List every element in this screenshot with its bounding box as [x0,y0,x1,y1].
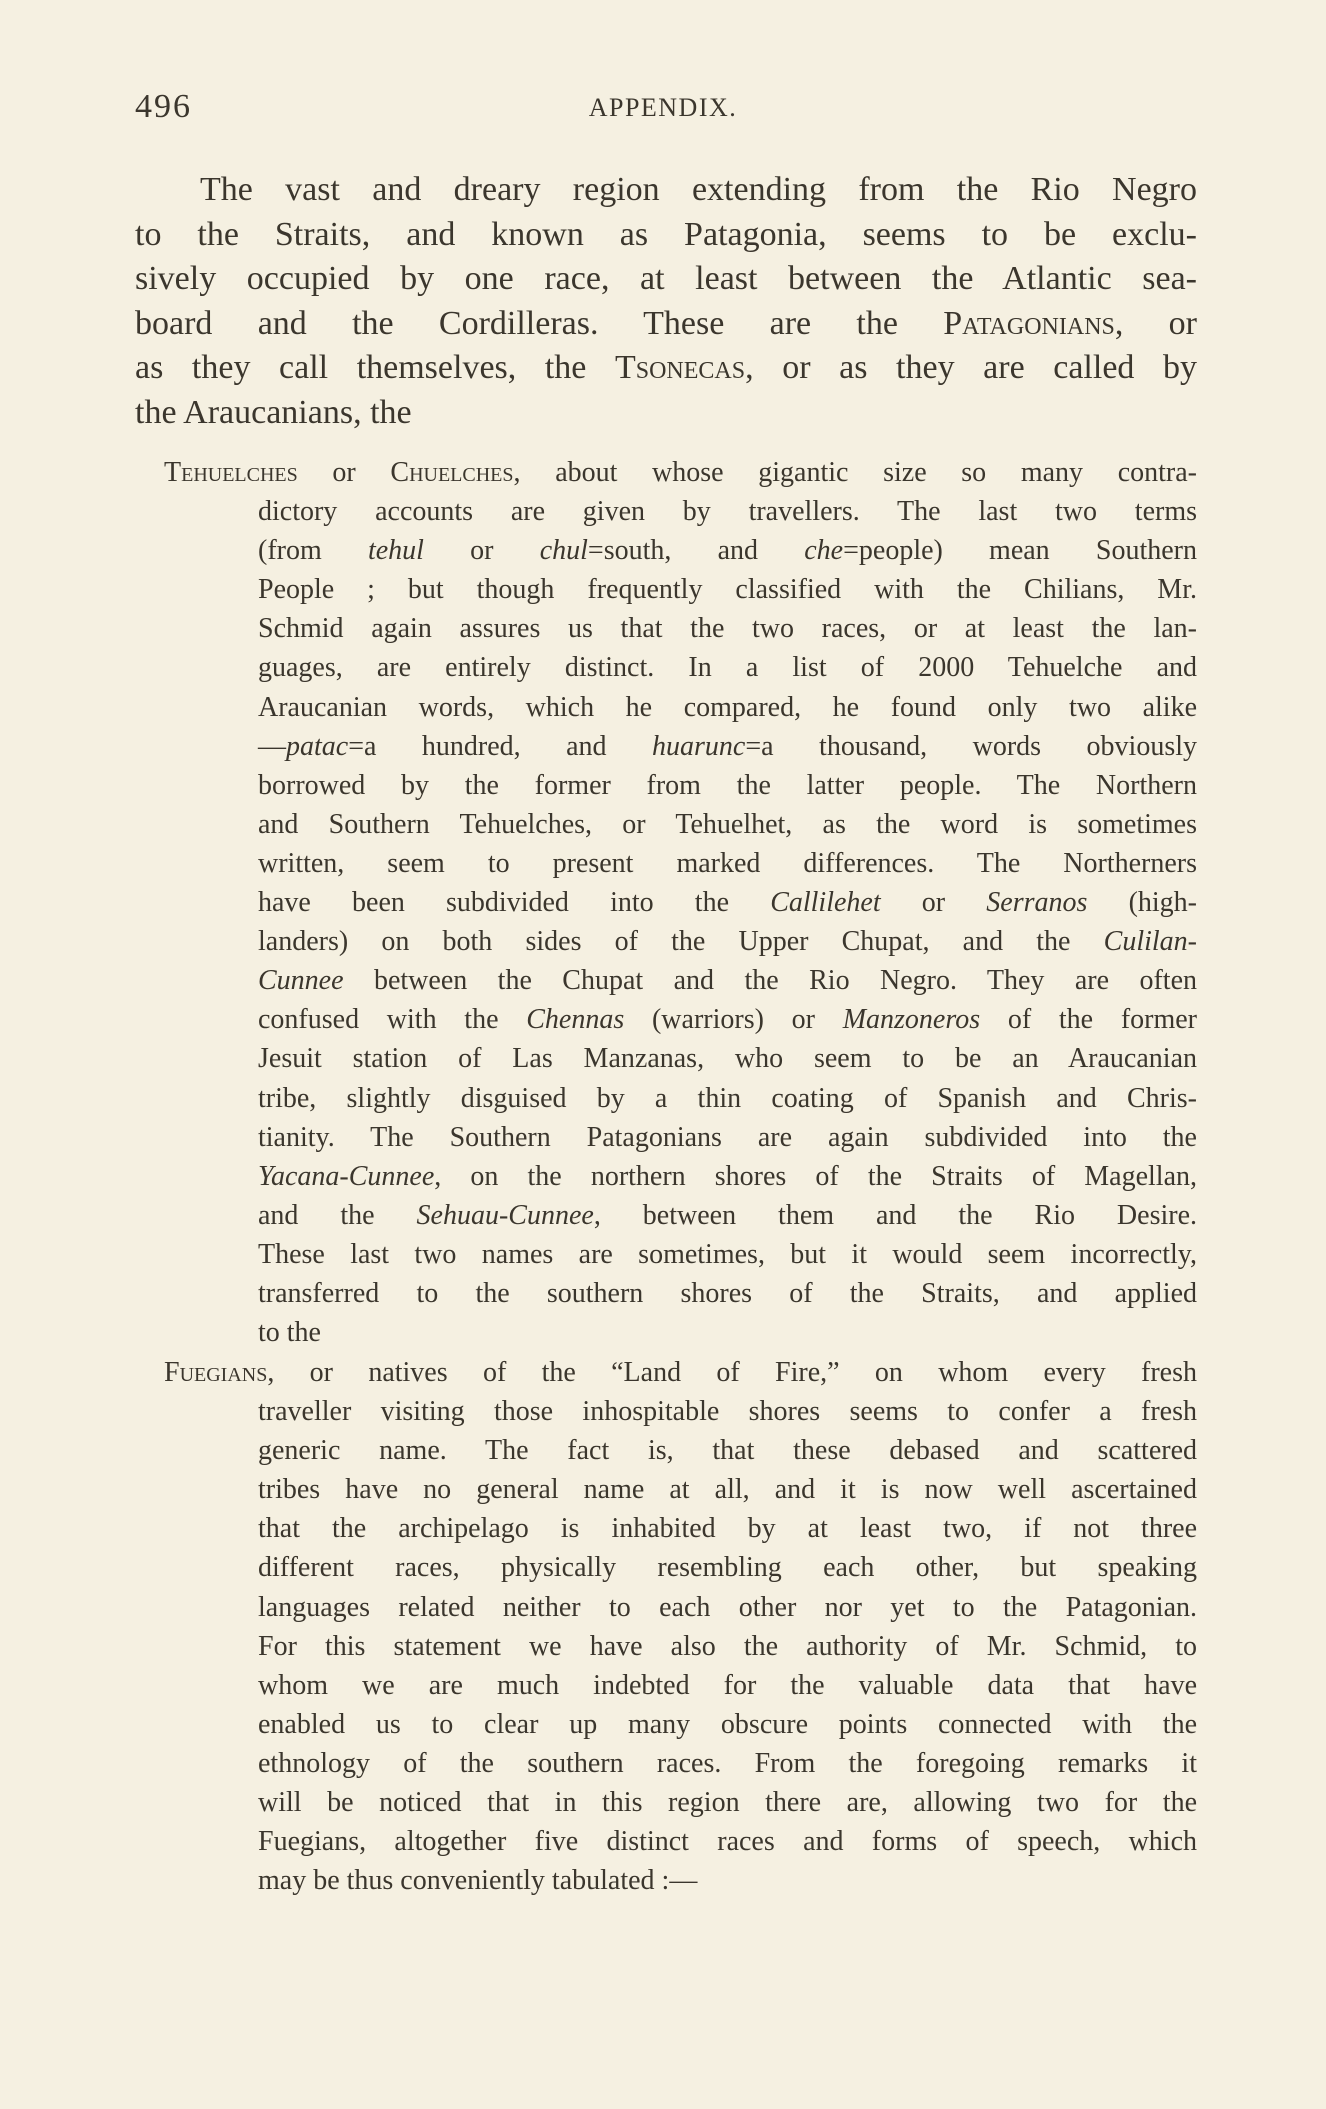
text-run: (high- [1087,887,1197,919]
small-caps-term: Tehuelches [164,457,298,488]
tehuelches-entry [164,453,1197,1352]
text-run: Fuegians, altogether five distinct races and forms of speech, which [258,1826,1197,1858]
text-line [164,1548,1197,1587]
text-line [164,570,1197,609]
text-run: as they call themselves, the [135,349,615,387]
italic-term: Manzoneros [842,1004,981,1036]
text-run: or [880,887,987,919]
text-line [164,1822,1197,1861]
text-line [135,213,1197,258]
text-line [164,1744,1197,1783]
text-line [135,302,1197,347]
text-run: of the former [980,1004,1197,1036]
text-run: , on the northern shores of the Straits of Magellan, [434,1160,1197,1192]
text-run: Schmid again assures us that the two races, or at least the lan- [258,613,1197,645]
text-line [164,1000,1197,1039]
italic-term: Culilan- [1103,926,1197,958]
text-run: board and the Cordilleras. These are the [135,304,944,342]
text-line [135,257,1197,302]
text-line [164,688,1197,727]
text-run: languages related neither to each other nor yet to the Patagonian. [258,1591,1197,1623]
text-run: (from [258,535,368,567]
text-run: traveller visiting those inhospitable shores seems to confer a fresh [258,1396,1197,1428]
italic-term: tehul [367,535,424,567]
small-caps-term: Patagonians [943,304,1115,342]
small-caps-term: Chuelches [390,457,514,488]
text-line [164,648,1197,687]
text-run: written, seem to present marked differences. The Northerners [258,847,1197,879]
text-line [164,453,1197,492]
text-run: , or [1114,304,1197,342]
text-line [164,1783,1197,1822]
text-run: ethnology of the southern races. From the foregoing remarks it [258,1747,1197,1779]
text-run: guages, are entirely distinct. In a list of 2000 Tehuelche and [258,652,1197,684]
text-line [164,531,1197,570]
text-line [135,168,1197,213]
text-run: or [423,535,540,567]
text-line [164,844,1197,883]
text-line [164,1431,1197,1470]
text-run: The vast and dreary region extending from the Rio Negro [200,171,1197,208]
text-run: dictory accounts are given by travellers. The last two terms [258,496,1197,528]
text-line [164,727,1197,766]
text-line [164,492,1197,531]
text-line [164,1392,1197,1431]
page-number: 496 [135,88,192,125]
text-line [164,1235,1197,1274]
text-line [164,1039,1197,1078]
italic-term: patac [286,730,349,762]
text-run: enabled us to clear up many obscure points connected with the [258,1708,1197,1740]
text-line [164,1157,1197,1196]
text-line [135,391,1197,436]
text-run: tianity. The Southern Patagonians are again subdivided into the [258,1121,1197,1153]
text-run: that the archipelago is inhabited by at least two, if not three [258,1513,1197,1545]
italic-term: Chennas [526,1004,625,1036]
italic-term: che [804,535,844,567]
text-run: People ; but though frequently classified with the Chilians, Mr. [258,574,1197,606]
text-line [164,1079,1197,1118]
text-run: tribe, slightly disguised by a thin coating of Spanish and Chris- [258,1082,1197,1114]
text-run: borrowed by the former from the latter people. The Northern [258,769,1197,801]
italic-term: huarunc [652,730,746,762]
small-caps-term: Fuegians [164,1357,268,1388]
text-line [164,1666,1197,1705]
text-line [164,922,1197,961]
text-line [164,1509,1197,1548]
text-run: sively occupied by one race, at least between the Atlantic sea- [135,260,1197,298]
italic-term: Sehuau-Cunnee [416,1199,594,1231]
text-run: (warriors) or [624,1004,843,1036]
italic-term: Cunnee [258,965,344,997]
text-run: =south, and [587,535,805,567]
text-run: landers) on both sides of the Upper Chupat, and the [258,926,1104,958]
text-run: =people) mean Southern [843,535,1197,567]
text-run: whom we are much indebted for the valuable data that have [258,1669,1197,1701]
text-run: between the Chupat and the Rio Negro. They are often [343,965,1197,997]
running-title: APPENDIX. [588,93,738,122]
text-line [164,766,1197,805]
text-run: generic name. The fact is, that these debased and scattered [258,1435,1197,1467]
text-run: Araucanian words, which he compared, he found only two alike [258,691,1197,723]
text-line [164,1588,1197,1627]
text-line [164,1470,1197,1509]
text-run: and the [258,1199,417,1231]
text-run: , between them and the Rio Desire. [593,1199,1197,1231]
text-line [164,1627,1197,1666]
text-line [164,1861,1197,1900]
text-line [164,1705,1197,1744]
text-run: to the [258,1317,321,1349]
text-run: to the Straits, and known as Patagonia, seems to be exclu- [135,215,1197,253]
text-run: confused with the [258,1004,527,1036]
intro-paragraph [135,168,1197,436]
text-line [164,961,1197,1000]
text-line [164,1313,1197,1352]
text-run: — [258,730,286,762]
italic-term: Serranos [986,887,1088,919]
text-run: , or natives of the “Land of Fire,” on whom every fresh [267,1357,1197,1388]
text-run: or [297,457,391,488]
text-line [164,1118,1197,1157]
text-line [164,883,1197,922]
fuegians-entry [164,1353,1197,1900]
text-run: =a hundred, and [348,730,653,762]
text-run: =a thousand, words obviously [745,730,1197,762]
text-run: may be thus conveniently tabulated :— [258,1865,698,1897]
text-run: and Southern Tehuelches, or Tehuelhet, as the word is sometimes [258,808,1197,840]
text-run: Jesuit station of Las Manzanas, who seem to be an Araucanian [258,1043,1197,1075]
text-run: , about whose gigantic size so many contra- [513,457,1197,488]
text-run: tribes have no general name at all, and it is now well ascertained [258,1474,1197,1506]
text-run: , or as they are called by [745,349,1197,387]
text-line [135,346,1197,391]
text-line [164,805,1197,844]
italic-term: chul [539,535,588,567]
small-caps-term: Tsonecas [614,349,746,387]
text-line [164,1353,1197,1392]
text-run: These last two names are sometimes, but it would seem incorrectly, [258,1238,1197,1270]
text-line [164,609,1197,648]
text-run: will be noticed that in this region there are, allowing two for the [258,1787,1197,1819]
text-line [164,1274,1197,1313]
text-run: transferred to the southern shores of the Straits, and applied [258,1277,1197,1309]
text-run: the Araucanians, the [135,393,412,431]
text-run: different races, physically resembling each other, but speaking [258,1552,1197,1584]
italic-term: Yacana-Cunnee [258,1160,435,1192]
text-run: have been subdivided into the [258,887,771,919]
text-line [164,1196,1197,1235]
italic-term: Callilehet [770,887,881,919]
text-run: For this statement we have also the authority of Mr. Schmid, to [258,1630,1197,1662]
